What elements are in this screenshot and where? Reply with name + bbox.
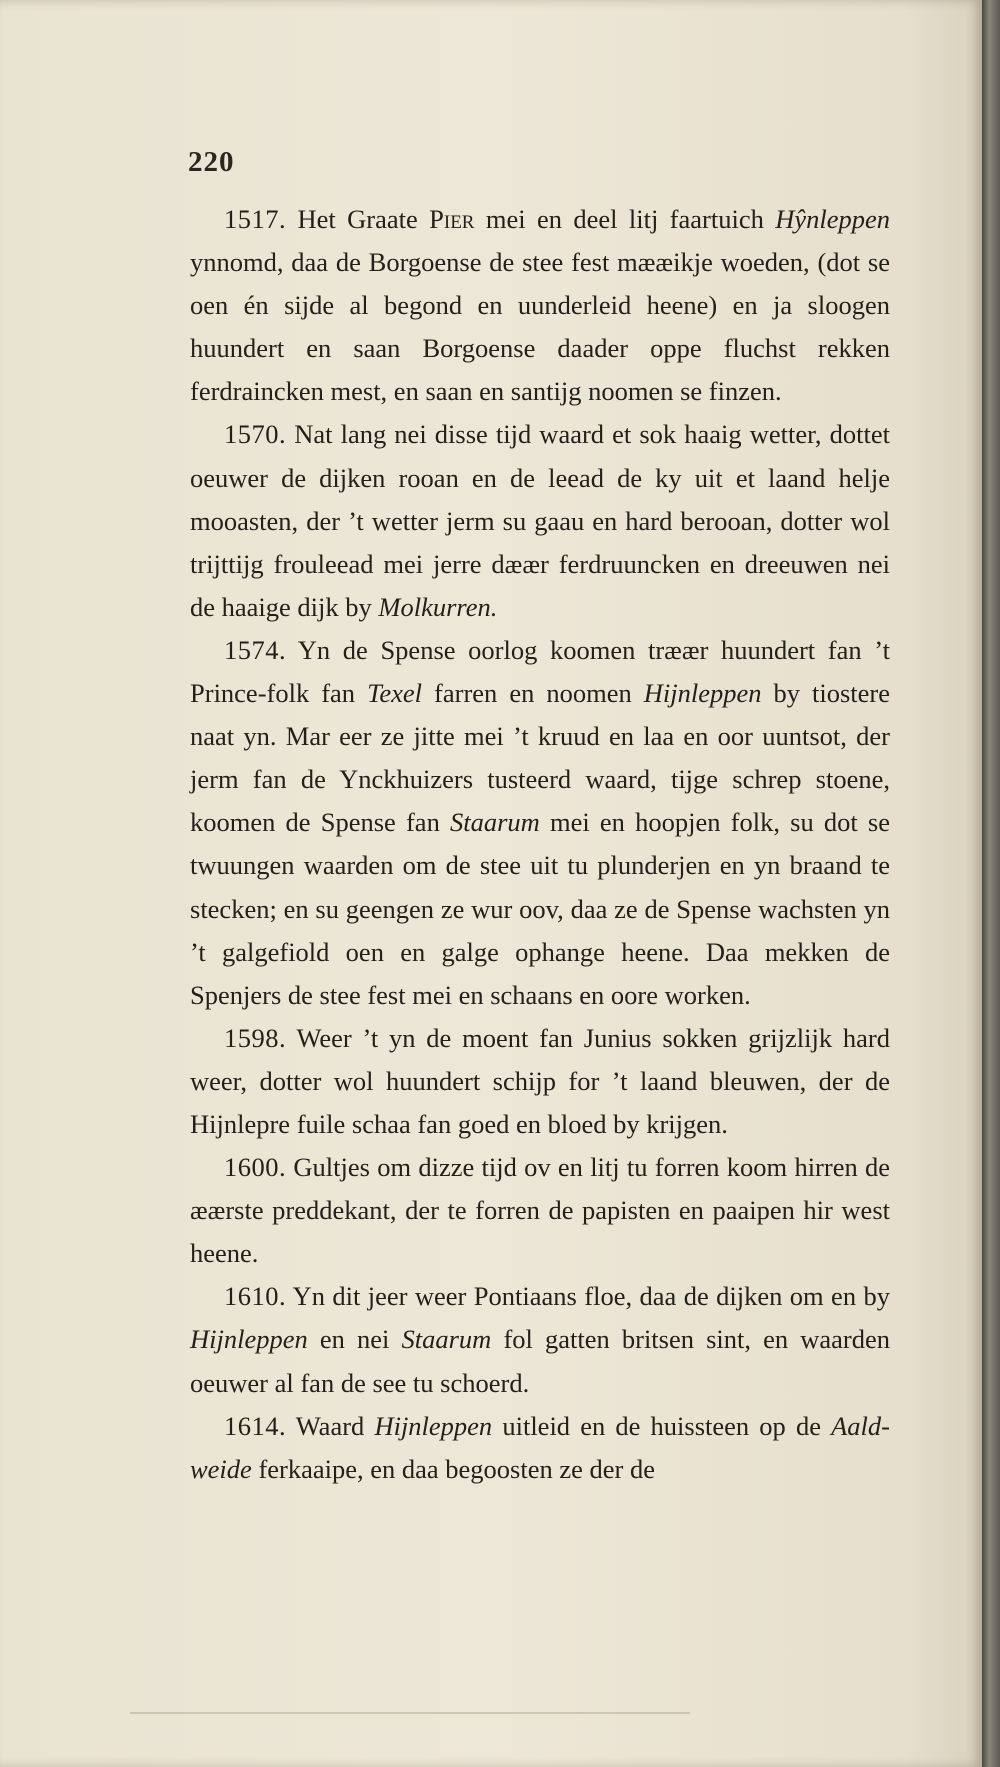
page-edge [982, 0, 1000, 1767]
place-name: Molkurren. [378, 591, 498, 622]
entry-text: Yn dit jeer weer Pontiaans floe, daa de dijken om en by [286, 1281, 890, 1312]
entry-year: 1610. [224, 1281, 287, 1312]
place-name: Aald-weide [190, 1410, 890, 1484]
entry-text: Waard [286, 1410, 375, 1441]
place-name: Hŷnleppen [775, 204, 891, 234]
chronicle-entry [190, 413, 890, 628]
entry-text: uitleid en de huissteen op de [492, 1410, 832, 1441]
chronicle-text [190, 198, 890, 1491]
page-bottom-rule [130, 1712, 690, 1714]
place-name: Hijnleppen [643, 678, 762, 709]
entry-text: Weer ’t yn de moent fan Junius sokken grijzlijk hard weer, dotter wol huundert schijp for ’t laand bleuwen, der de Hijnlepre fuile schaa fan goed en bloed by krijgen. [190, 1022, 890, 1139]
place-name: Hijnleppen [374, 1410, 493, 1441]
entry-year: 1598. [224, 1022, 287, 1053]
chronicle-entry [190, 1405, 890, 1491]
entry-text: Nat lang nei disse tijd waard et sok haaig wetter, dottet oeuwer de dijken rooan en de leead de ky uit et laand helje mooasten, der ’t wetter jerm su gaau en hard berooan, dotter wol trijttijg frouleead mei jerre dæær ferdruuncken en dreeuwen nei de haaige dijk by [190, 419, 890, 622]
chronicle-entry [190, 629, 890, 1017]
entry-text: Het Graate [286, 204, 430, 234]
place-name: Staarum [401, 1324, 492, 1355]
place-name: Texel [367, 678, 423, 709]
entry-year: 1574. [224, 634, 287, 665]
entry-text: Yn de Spense oorlog koomen træær huundert fan ’t Prince-folk fan [190, 634, 890, 709]
place-name: Staarum [450, 807, 540, 838]
person-name: Pier [429, 204, 475, 234]
entry-text: ferkaaipe, en daa begoosten ze der de [251, 1453, 655, 1484]
entry-text: farren en noomen [422, 678, 644, 709]
entry-text: en nei [307, 1324, 402, 1355]
place-name: Hijnleppen [190, 1324, 308, 1355]
chronicle-entry [190, 1275, 890, 1404]
entry-year: 1570. [224, 419, 287, 450]
chronicle-entry [190, 1017, 890, 1146]
page-number: 220 [188, 146, 235, 178]
entry-text: mei en deel litj faartuich [474, 204, 776, 234]
entry-year: 1600. [224, 1152, 287, 1183]
entry-text: by tiostere naat yn. Mar eer ze jitte mei ’t kruud en laa en oor uuntsot, der jerm fan de Ynckhuizers tusteerd waard, tijge schrep stoene, koomen de Spense fan [190, 678, 891, 838]
chronicle-entry [190, 1146, 890, 1275]
entry-text: mei en hoopjen folk, su dot se twuungen waarden om de stee uit tu plunderjen en yn braand te stecken; en su geengen ze wur oov, daa ze de Spense wachsten yn ’t galgefiold oen en galge ophange heene. Daa mekken de Spenjers de stee fest mei en schaans en oore worken. [190, 807, 890, 1010]
chronicle-entry [190, 198, 890, 413]
entry-text: Gultjes om dizze tijd ov en litj tu forren koom hirren de æærste preddekant, der te forren de papisten en paaipen hir west heene. [190, 1152, 890, 1269]
entry-text: ynnomd, daa de Borgoense de stee fest mææikje woeden, (dot se oen én sijde al begond en uunderleid heene) en ja sloogen huundert en saan Borgoense daader oppe fluchst rekken ferdraincken mest, en saan en santijg noomen se finzen. [190, 247, 890, 407]
entry-year: 1614. [224, 1410, 287, 1441]
entry-text: fol gatten britsen sint, en waarden oeuwer al fan de see tu schoerd. [190, 1324, 891, 1398]
entry-year: 1517. [224, 204, 287, 234]
